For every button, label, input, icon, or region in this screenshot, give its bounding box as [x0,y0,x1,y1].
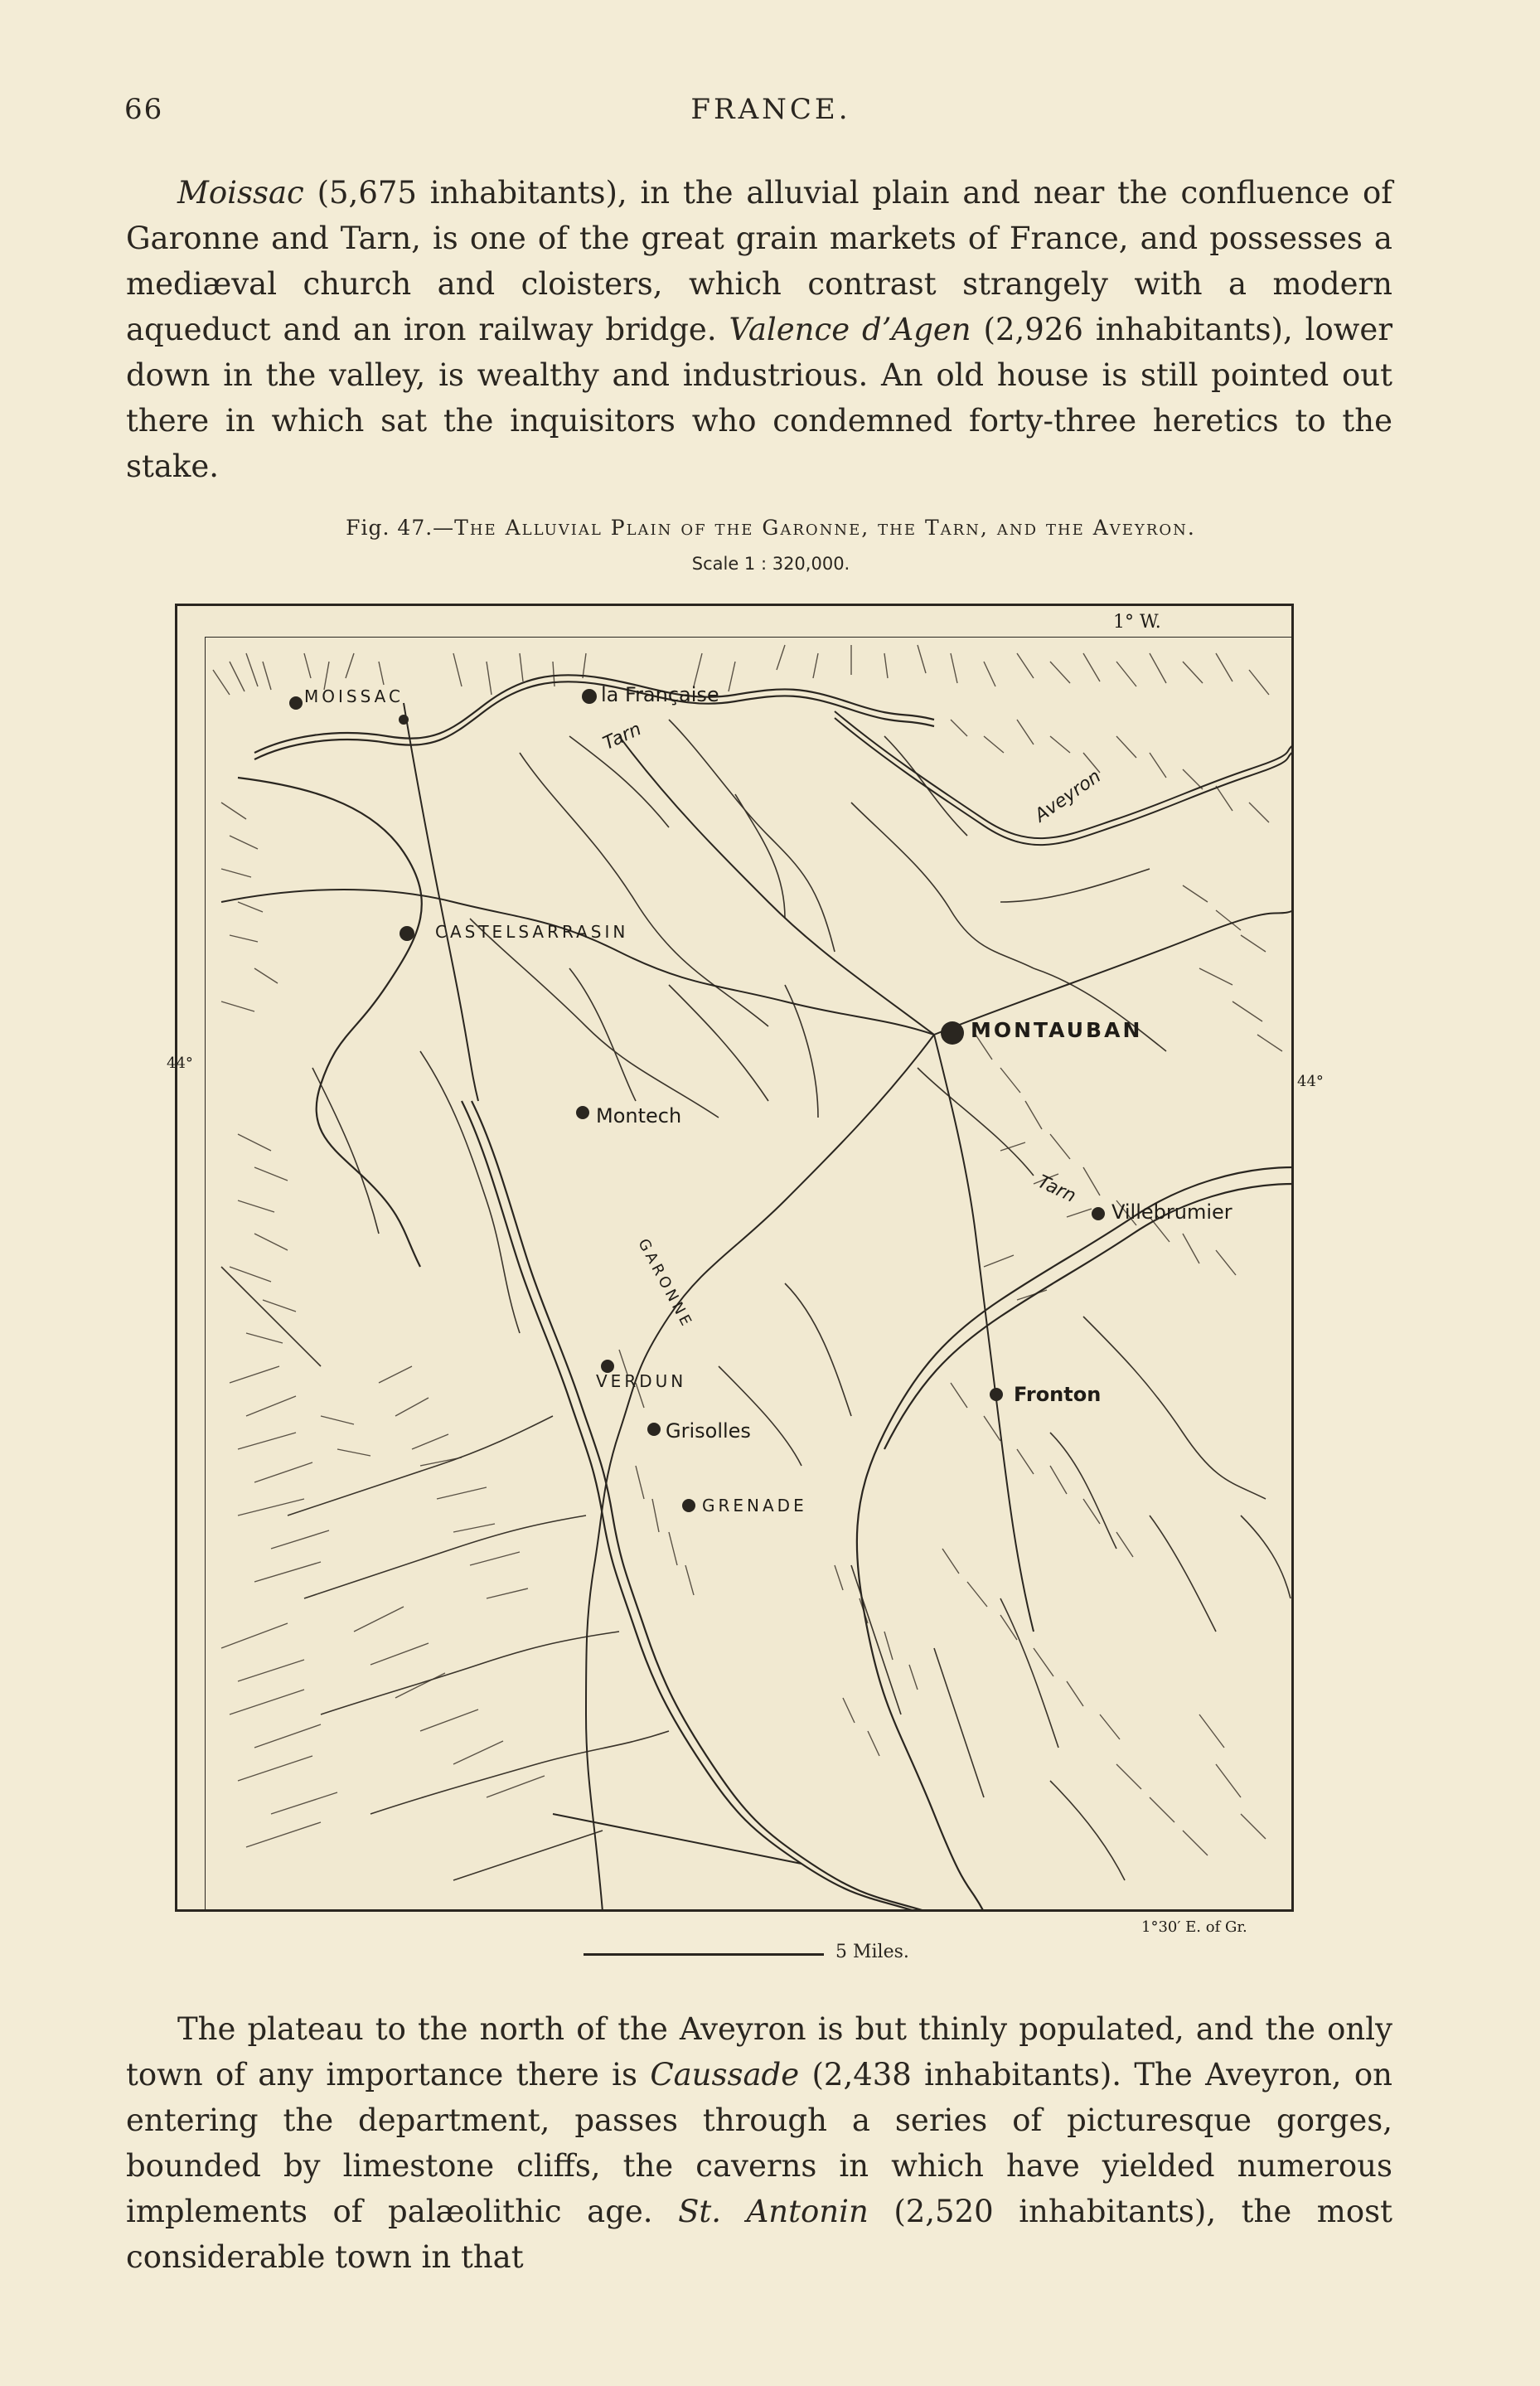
figure-title: The Alluvial Plain of the Garonne, the Tarn, and the Aveyron. [454,516,1196,540]
streams [221,720,1291,1880]
town-marker-fronton [990,1388,1003,1401]
map-label-aveyron: Aveyron [1031,766,1106,827]
map-label-lon-bottom: 1°30′ E. of Gr. [1141,1918,1247,1936]
town-markers [289,689,1105,1512]
map-label-la-francaise: la Française [601,683,719,706]
page-number: 66 [124,93,164,126]
map-label-castelsarrasin: CASTELSARRASIN [435,922,629,942]
town-marker-lafrancaise-river [399,715,409,725]
map-figure [167,612,1324,1936]
map-label-villebrumier: Villebrumier [1111,1200,1232,1224]
map-label-lon-top: 1° W. [1113,612,1161,633]
map-label-grenade: GRENADE [702,1496,807,1515]
roads [221,703,1294,1912]
map-label-garonne: GARONNE [634,1235,696,1332]
aveyron-river [835,711,1294,845]
map-label-montauban: MONTAUBAN [971,1018,1143,1042]
scale-bar [584,1953,824,1956]
town-marker-montauban [941,1021,964,1045]
map-label-verdun: VERDUN [596,1371,687,1391]
tarn-river-montauban [857,1167,1294,1912]
garonne-river [238,778,927,1912]
running-title: FRANCE. [690,93,851,126]
map-inner-border [205,637,1294,1912]
town-marker-grisolles [647,1423,661,1436]
paragraph-text: (5,675 inhabitants), in the alluvial plain and near the confluence of Garonne and Tarn, is one of the great grain markets of France, and possesses a mediæval church and cloisters, which contrast strangely with a modern aqueduct and an iron railway bridge. [126,175,1392,347]
figure-caption [124,516,1417,540]
map-label-grisolles: Grisolles [666,1419,751,1443]
map-label-moissac: MOISSAC [304,686,404,706]
paragraph-aveyron-plateau [126,2006,1392,2280]
map-label-lat-right: 44° [1297,1073,1324,1090]
map-drawing [205,637,1294,1912]
map-label-lat-left: 44° [167,1055,193,1072]
paragraph-moissac [126,170,1392,489]
map-label-montech: Montech [596,1104,682,1128]
place-name-caussade: Caussade [650,2057,800,2093]
running-head [124,93,1417,134]
figure-scale: Scale 1 : 320,000. [691,554,850,574]
place-name-valence: Valence d’Agen [729,312,971,347]
town-marker-grenade [682,1499,695,1512]
place-name-moissac: Moissac [177,175,304,211]
map-label-fronton: Fronton [1014,1383,1102,1406]
hill-hatching [213,645,1282,1855]
town-marker-villebrumier [1092,1207,1105,1220]
town-marker-la-francaise [582,689,597,704]
town-marker-castelsarrasin [400,926,414,941]
town-marker-moissac [289,696,303,710]
map-label-tarn-right: Tarn [1034,1171,1079,1207]
paragraph-text: The plateau to the north of the Aveyron is but thinly populated, and the only town of any importance there is [126,2011,1392,2093]
place-name-st-antonin: St. Antonin [678,2194,869,2229]
map-label-tarn-upper: Tarn [599,719,645,754]
scale-bar-label: 5 Miles. [835,1942,909,1962]
paragraph-text: (2,438 inhabitants). The Aveyron, on entering the department, passes through a series of picturesque gorges, bounded by limestone cliffs, the caverns in which have yielded numerous implements of palæolithic age. [126,2057,1392,2229]
figure-number: Fig. 47.— [346,516,455,540]
town-marker-montech [576,1106,589,1119]
paragraph-text: (2,926 inhabitants), lower down in the valley, is wealthy and industrious. An old house is still pointed out there in which sat the inquisitors who condemned forty-three heretics to the stake. [126,312,1393,484]
paragraph-text: (2,520 inhabitants), the most considerable town in that [126,2194,1392,2275]
